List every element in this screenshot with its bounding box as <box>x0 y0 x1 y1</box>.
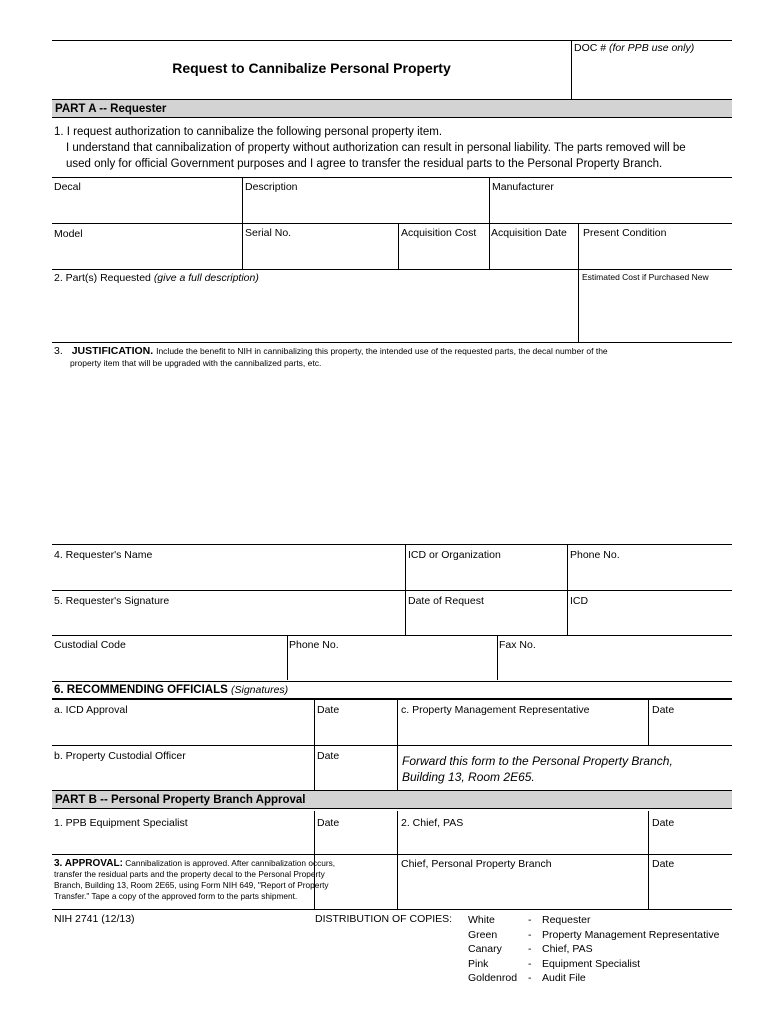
date-of-request-field[interactable] <box>406 609 566 634</box>
acquisition-cost-field[interactable] <box>399 242 488 268</box>
requester-signature-field[interactable] <box>52 609 404 634</box>
equipment-specialist-label: 1. PPB Equipment Specialist <box>54 817 188 829</box>
distribution-row: White - Requester <box>468 914 591 926</box>
part-b-heading: PART B -- Personal Property Branch Approval <box>52 790 732 809</box>
fax-field[interactable] <box>498 653 732 679</box>
estimated-cost-field[interactable] <box>579 286 732 341</box>
fax-label: Fax No. <box>499 639 536 651</box>
justification-label: 3. JUSTIFICATION. Include the benefit to NIH in cannibalizing this property, the intended use of the requested parts, the decal number of the <box>54 345 608 357</box>
description-label: Description <box>245 181 298 193</box>
custodial-phone-label: Phone No. <box>289 639 339 651</box>
custodial-phone-field[interactable] <box>288 653 496 679</box>
model-field[interactable] <box>52 242 241 268</box>
chief-ppb-field[interactable] <box>398 872 647 908</box>
present-condition-field[interactable] <box>579 242 732 268</box>
distribution-row: Green - Property Management Representative <box>468 928 720 941</box>
doc-number-label: DOC # (for PPB use only) <box>574 42 695 54</box>
pm-representative-field[interactable] <box>398 718 647 744</box>
estimated-cost-label: Estimated Cost if Purchased New <box>582 272 709 282</box>
doc-number-field[interactable] <box>572 56 732 98</box>
part-a-heading: PART A -- Requester <box>52 99 732 118</box>
custodial-officer-date-label: Date <box>317 750 340 762</box>
icd-approval-date-field[interactable] <box>315 718 396 744</box>
distribution-label: DISTRIBUTION OF COPIES: <box>315 913 453 925</box>
chief-ppb-date-field[interactable] <box>649 872 732 908</box>
forward-instructions: Forward this form to the Personal Property Branch, Building 13, Room 2E65. <box>402 754 673 784</box>
serial-label: Serial No. <box>245 227 292 239</box>
acquisition-date-field[interactable] <box>490 242 577 268</box>
acquisition-cost-label: Acquisition Cost <box>401 227 477 239</box>
parts-requested-label: 2. Part(s) Requested (give a full description) <box>54 272 259 284</box>
justification-field[interactable] <box>52 372 732 542</box>
acquisition-date-label: Acquisition Date <box>491 227 567 239</box>
requester-name-label: 4. Requester's Name <box>54 549 153 561</box>
manufacturer-field[interactable] <box>490 195 732 222</box>
icd-organization-label: ICD or Organization <box>408 549 501 561</box>
equipment-specialist-field[interactable] <box>52 831 313 853</box>
pm-representative-label: c. Property Management Representative <box>401 704 590 716</box>
pm-representative-date-field[interactable] <box>649 718 732 744</box>
custodial-code-field[interactable] <box>52 653 286 679</box>
decal-label: Decal <box>54 181 81 193</box>
icd-approval-field[interactable] <box>52 718 313 744</box>
icd-field[interactable] <box>568 609 732 634</box>
icd-approval-date-label: Date <box>317 704 340 716</box>
custodial-officer-field[interactable] <box>52 764 313 789</box>
icd-label: ICD <box>570 595 589 607</box>
specialist-date-label: Date <box>317 817 340 829</box>
distribution-row: Goldenrod - Audit File <box>468 972 586 984</box>
form-number: NIH 2741 (12/13) <box>54 913 135 925</box>
chief-pas-date-label: Date <box>652 817 675 829</box>
specialist-date-field[interactable] <box>315 831 396 853</box>
requester-name-field[interactable] <box>52 563 404 589</box>
requester-signature-label: 5. Requester's Signature <box>54 595 170 607</box>
custodial-code-label: Custodial Code <box>54 639 126 651</box>
justification-instructions: property item that will be upgraded with the cannibalized parts, etc. <box>70 358 322 368</box>
parts-requested-field[interactable] <box>52 286 577 341</box>
authorization-statement: 1. I request authorization to cannibalize the following personal property item. I understand that cannibalization of property without authorization can result in personal liability. The parts removed will be used only for official Government purposes and I agree to transfer the residual parts to the Personal Property Branch. <box>54 126 686 170</box>
model-label: Model <box>54 228 83 240</box>
chief-ppb-label: Chief, Personal Property Branch <box>401 858 552 870</box>
icd-approval-label: a. ICD Approval <box>54 704 128 716</box>
chief-pas-field[interactable] <box>398 831 647 853</box>
distribution-row: Pink - Equipment Specialist <box>468 957 641 970</box>
approval-statement: 3. APPROVAL: Cannibalization is approved. After cannibalization occurs, transfer the residual parts and the property decal to the Personal Property Branch, Building 13, Room 2E65, using Form NIH 649, "Report of Property Transfer." Tape a copy of the approved form to the parts shipment. <box>54 858 336 901</box>
chief-ppb-date-label: Date <box>652 858 675 870</box>
description-field[interactable] <box>243 195 488 222</box>
form-title: Request to Cannibalize Personal Property <box>172 60 451 76</box>
pm-representative-date-label: Date <box>652 704 675 716</box>
custodial-officer-label: b. Property Custodial Officer <box>54 750 186 762</box>
phone-label: Phone No. <box>570 549 620 561</box>
chief-pas-label: 2. Chief, PAS <box>401 817 464 829</box>
distribution-row: Canary - Chief, PAS <box>468 943 593 955</box>
approval-signature-field[interactable] <box>315 872 396 908</box>
chief-pas-date-field[interactable] <box>649 831 732 853</box>
distribution-list <box>468 913 719 986</box>
phone-field[interactable] <box>568 563 732 589</box>
icd-organization-field[interactable] <box>406 563 566 589</box>
manufacturer-label: Manufacturer <box>492 181 554 193</box>
recommending-officials-heading: 6. RECOMMENDING OFFICIALS (Signatures) <box>54 684 289 696</box>
date-of-request-label: Date of Request <box>408 595 484 607</box>
present-condition-label: Present Condition <box>583 227 667 239</box>
decal-field[interactable] <box>52 195 241 222</box>
serial-field[interactable] <box>243 242 397 268</box>
custodial-officer-date-field[interactable] <box>315 764 396 789</box>
